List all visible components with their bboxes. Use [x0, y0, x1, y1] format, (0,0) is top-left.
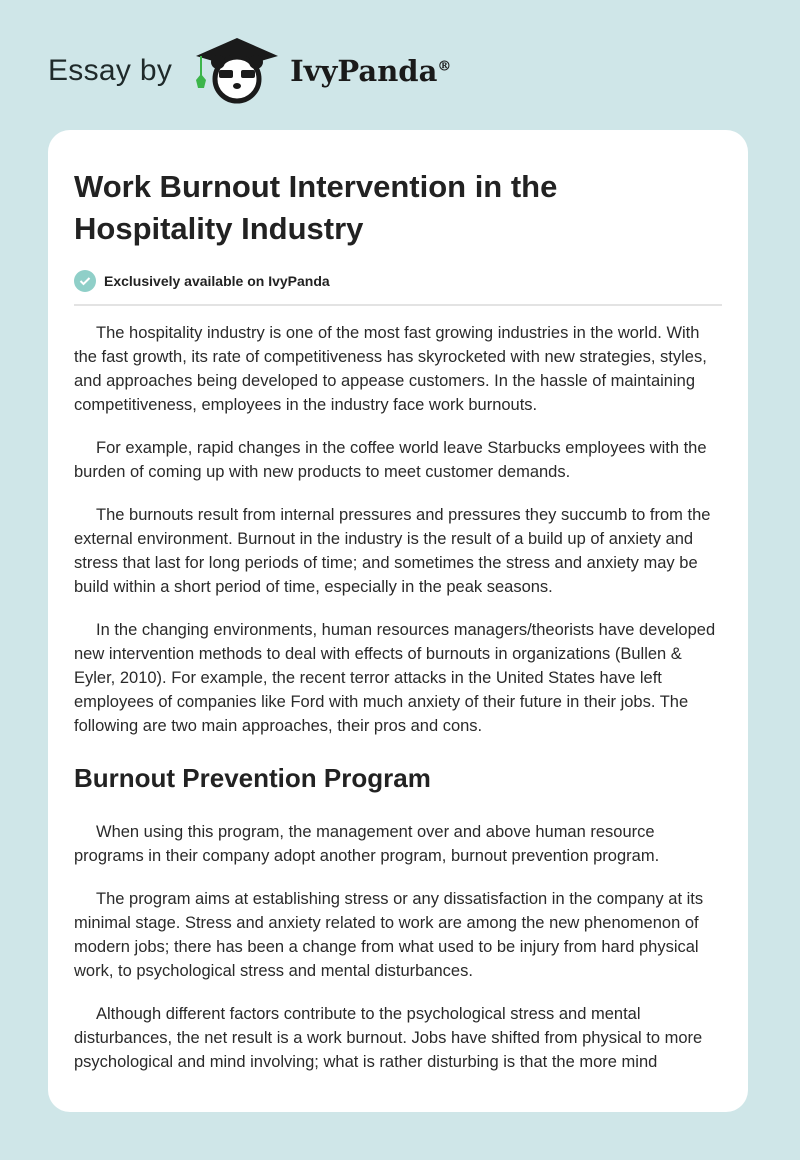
- site-header: [48, 36, 451, 106]
- brand-name[interactable]: [290, 54, 451, 88]
- essay-by-label: Essay by: [48, 54, 173, 87]
- brand-text: IvyPanda: [290, 54, 438, 88]
- paragraph: The burnouts result from internal pressures and pressures they succumb to from the external environment. Burnout in the industry is the result of a build up of anxiety and stress that last for long periods of time; and sometimes the stress and anxiety may be build within a short period of time, especially in the peak seasons.: [74, 506, 711, 596]
- panda-logo-icon[interactable]: [194, 34, 280, 109]
- registered-mark: ®: [437, 58, 452, 75]
- essay-title: Work Burnout Intervention in the Hospitality Industry: [74, 169, 558, 246]
- paragraph: For example, rapid changes in the coffee world leave Starbucks employees with the burden of coming up with new products to meet customer demands.: [74, 439, 707, 481]
- paragraph: Although different factors contribute to the psychological stress and mental disturbances, the net result is a work burnout. Jobs have shifted from physical to more psychological and mind involving; what is rather disturbing is that the more mind: [74, 1005, 703, 1071]
- divider: [74, 304, 722, 306]
- paragraph: When using this program, the management over and above human resource programs in their company adopt another program, burnout prevention program.: [74, 823, 660, 865]
- essay-card: [48, 130, 748, 1112]
- exclusive-badge: [74, 270, 722, 292]
- section-heading: Burnout Prevention Program: [74, 763, 431, 793]
- exclusive-label: Exclusively available on IvyPanda: [104, 273, 330, 289]
- paragraph: The hospitality industry is one of the most fast growing industries in the world. With the fast growth, its rate of competitiveness has skyrocketed with new strategies, styles, and approaches being developed to appease customers. In the hassle of maintaining competitiveness, employees in the industry face work burnouts.: [74, 324, 707, 414]
- paragraph: The program aims at establishing stress or any dissatisfaction in the company at its minimal stage. Stress and anxiety related to work are among the new phenomenon of modern jobs; there has been a change from what used to be injury from hard physical work, to psychological stress and mental disturbances.: [74, 890, 704, 980]
- check-icon: [74, 270, 96, 292]
- paragraph: In the changing environments, human resources managers/theorists have developed new intervention methods to deal with effects of burnouts in organizations (Bullen & Eyler, 2010). For example, the recent terror attacks in the United States have left employees of companies like Ford with much anxiety of their future in their jobs. The following are two main approaches, their pros and cons.: [74, 621, 716, 735]
